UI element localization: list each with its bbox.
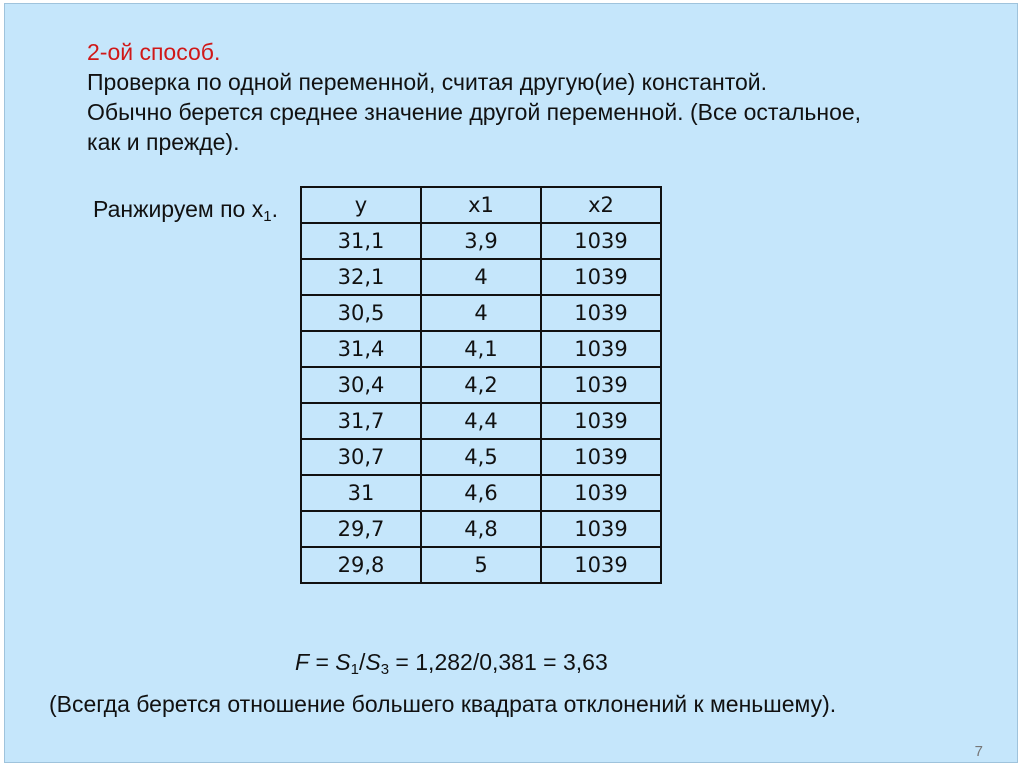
formula-result: = 1,282/0,381 = 3,63: [389, 649, 608, 675]
text-line-2: Обычно берется среднее значение другой переменной. (Все остальное,: [87, 99, 862, 125]
cell-x2: 1039: [541, 511, 661, 547]
cell-x1: 4: [421, 295, 541, 331]
rank-label-period: .: [271, 196, 278, 222]
cell-x1: 4,2: [421, 367, 541, 403]
data-table: [300, 186, 662, 584]
table-row: [301, 295, 661, 331]
cell-x2: 1039: [541, 367, 661, 403]
cell-y: 31,7: [301, 403, 421, 439]
formula-s3: S: [365, 649, 381, 675]
cell-x1: 5: [421, 547, 541, 583]
f-formula: [295, 649, 608, 678]
cell-y: 31,4: [301, 331, 421, 367]
table-header-row: [301, 187, 661, 223]
cell-y: 30,7: [301, 439, 421, 475]
cell-x1: 4,4: [421, 403, 541, 439]
cell-y: 31: [301, 475, 421, 511]
formula-eq: =: [309, 649, 336, 675]
formula-s1: S: [335, 649, 351, 675]
text-block: [87, 37, 861, 157]
cell-x1: 4: [421, 259, 541, 295]
header-x2: x2: [541, 187, 661, 223]
header-x1: x1: [421, 187, 541, 223]
cell-x2: 1039: [541, 403, 661, 439]
cell-y: 30,4: [301, 367, 421, 403]
rank-label: [93, 196, 278, 225]
text-line-3: как и прежде).: [87, 129, 240, 155]
table-row: [301, 403, 661, 439]
cell-x2: 1039: [541, 331, 661, 367]
formula-sub-3: 3: [380, 661, 390, 678]
cell-y: 30,5: [301, 295, 421, 331]
cell-x2: 1039: [541, 475, 661, 511]
rank-label-text: Ранжируем по x: [93, 196, 264, 222]
table-row: [301, 547, 661, 583]
cell-y: 32,1: [301, 259, 421, 295]
footnote: (Всегда берется отношение большего квадрата отклонений к меньшему).: [49, 691, 837, 717]
table-row: [301, 367, 661, 403]
cell-y: 29,8: [301, 547, 421, 583]
header-y: y: [301, 187, 421, 223]
page-number: 7: [974, 743, 983, 760]
cell-x1: 3,9: [421, 223, 541, 259]
table-row: [301, 511, 661, 547]
cell-x2: 1039: [541, 295, 661, 331]
text-line-1: Проверка по одной переменной, считая другую(ие) константой.: [87, 69, 768, 95]
cell-x1: 4,5: [421, 439, 541, 475]
table-row: [301, 223, 661, 259]
table-row: [301, 475, 661, 511]
cell-y: 29,7: [301, 511, 421, 547]
cell-x1: 4,6: [421, 475, 541, 511]
cell-x2: 1039: [541, 547, 661, 583]
formula-f: F: [295, 649, 310, 675]
table-row: [301, 439, 661, 475]
cell-y: 31,1: [301, 223, 421, 259]
table-row: [301, 331, 661, 367]
formula-sub-1: 1: [350, 661, 359, 678]
cell-x1: 4,1: [421, 331, 541, 367]
cell-x2: 1039: [541, 439, 661, 475]
method-heading: 2-ой способ.: [87, 39, 221, 65]
formula-slash: /: [358, 649, 366, 675]
cell-x2: 1039: [541, 259, 661, 295]
cell-x2: 1039: [541, 223, 661, 259]
cell-x1: 4,8: [421, 511, 541, 547]
slide: [4, 3, 1018, 763]
rank-label-subscript: 1: [263, 208, 272, 225]
table-row: [301, 259, 661, 295]
